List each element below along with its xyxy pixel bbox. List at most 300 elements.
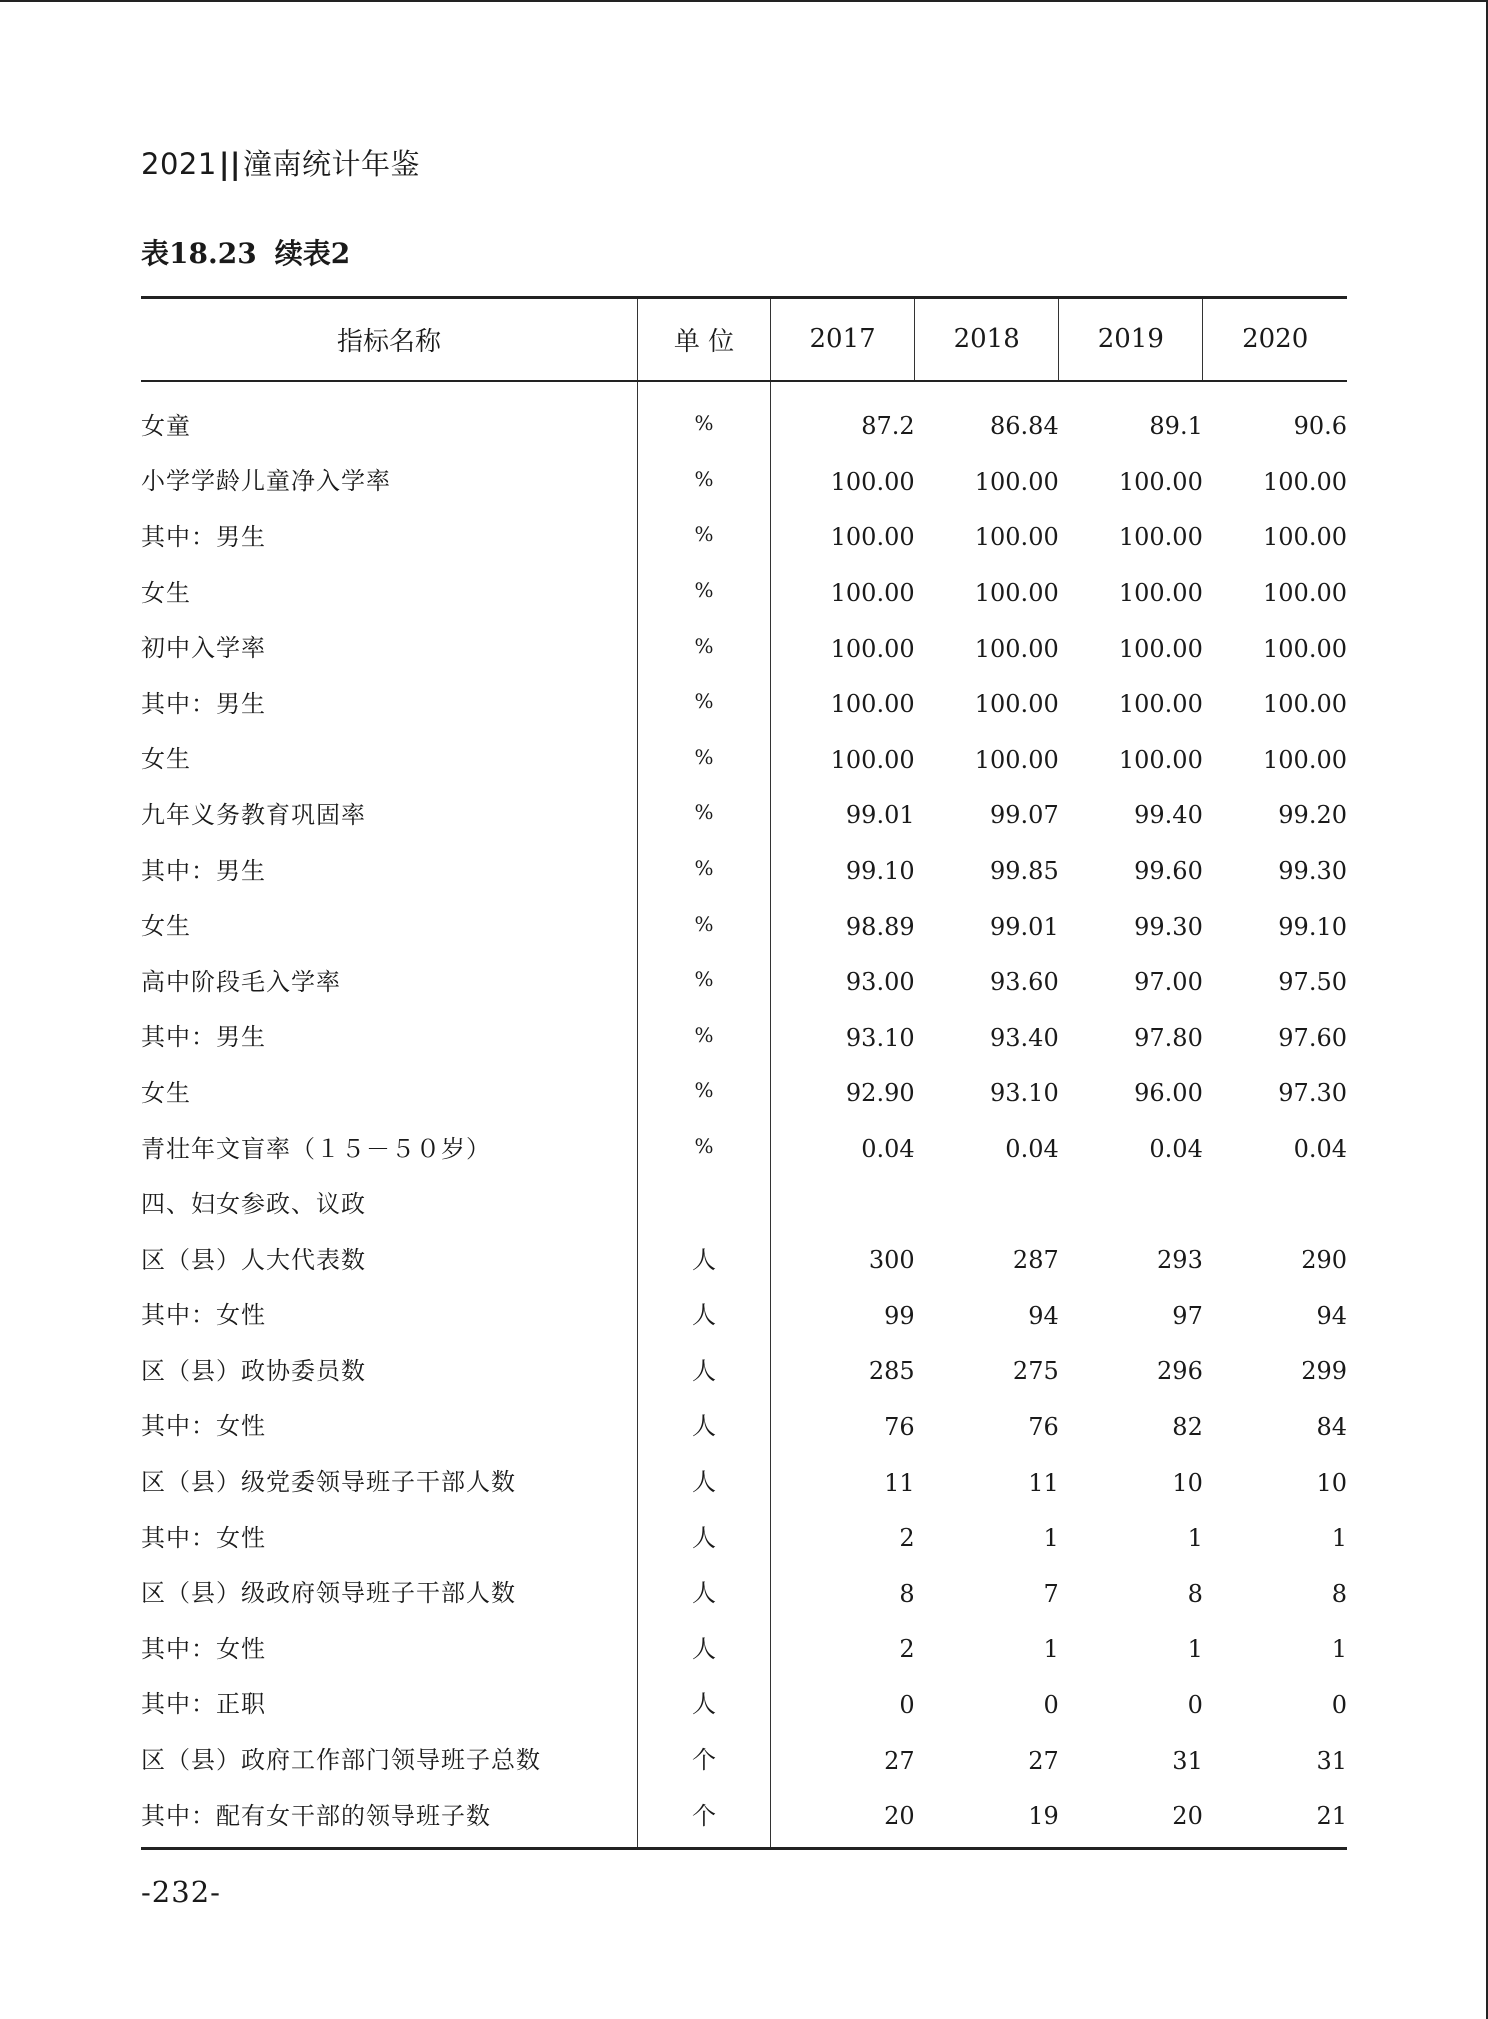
row-value-2017 <box>771 1674 915 1730</box>
row-value-2019 <box>1059 896 1203 952</box>
value-text: 99 <box>884 1301 915 1330</box>
table-row <box>141 451 1347 507</box>
value-text: 82 <box>1172 1412 1203 1441</box>
value-text: 31 <box>1316 1746 1347 1775</box>
table-number: 表18.23 <box>141 237 257 270</box>
value-text: 27 <box>1028 1746 1059 1775</box>
row-indicator-name <box>141 1563 637 1619</box>
row-indicator-name <box>141 951 637 1007</box>
row-indicator-name <box>141 1118 637 1174</box>
value-text: 100.00 <box>1263 745 1347 774</box>
row-value-2017 <box>771 1174 915 1230</box>
row-value-2017 <box>771 1341 915 1397</box>
row-value-2019 <box>1059 1674 1203 1730</box>
value-text: 20 <box>1172 1802 1203 1831</box>
row-unit: % <box>637 618 770 674</box>
table-row <box>141 562 1347 618</box>
table-row <box>141 1563 1347 1619</box>
row-value-2017 <box>771 562 915 618</box>
row-indicator-name <box>141 1785 637 1848</box>
value-text: 89.1 <box>1149 412 1203 441</box>
row-indicator-name <box>141 1619 637 1675</box>
table-row <box>141 1619 1347 1675</box>
row-value-2017 <box>771 673 915 729</box>
row-value-2020 <box>1203 1452 1347 1508</box>
table-row <box>141 507 1347 563</box>
value-text: 100.00 <box>1263 523 1347 552</box>
table-row <box>141 1396 1347 1452</box>
value-text: 100.00 <box>974 690 1059 719</box>
row-value-2018 <box>915 1563 1059 1619</box>
value-text: 10 <box>1172 1468 1203 1497</box>
row-value-2020 <box>1203 673 1347 729</box>
row-value-2018 <box>915 1785 1059 1848</box>
value-text: 100.00 <box>1263 579 1347 608</box>
value-text: 0.04 <box>1293 1135 1347 1164</box>
row-value-2018 <box>915 1285 1059 1341</box>
value-text: 0.04 <box>1005 1135 1059 1164</box>
row-value-2017 <box>771 1063 915 1119</box>
value-text: 97.50 <box>1278 968 1347 997</box>
row-unit: % <box>637 840 770 896</box>
row-unit: 人 <box>637 1563 770 1619</box>
row-value-2018 <box>915 896 1059 952</box>
value-text: 100.00 <box>974 523 1059 552</box>
row-unit: 人 <box>637 1507 770 1563</box>
row-unit: 人 <box>637 1285 770 1341</box>
table-row <box>141 1174 1347 1230</box>
row-indicator-name <box>141 1285 637 1341</box>
row-value-2017 <box>771 1396 915 1452</box>
value-text: 100.00 <box>1118 745 1203 774</box>
header-year: 2021 <box>141 147 217 181</box>
row-value-2019 <box>1059 729 1203 785</box>
row-value-2020 <box>1203 1619 1347 1675</box>
row-value-2020 <box>1203 1341 1347 1397</box>
row-value-2020 <box>1203 1118 1347 1174</box>
row-indicator-label: 其中：男生 <box>141 1023 266 1052</box>
row-indicator-label: 四、妇女参政、议政 <box>141 1190 366 1219</box>
row-value-2019 <box>1059 1452 1203 1508</box>
row-indicator-label: 女生 <box>141 912 191 941</box>
value-text: 2 <box>899 1524 915 1553</box>
row-value-2019 <box>1059 840 1203 896</box>
value-text: 19 <box>1028 1802 1059 1831</box>
row-value-2017 <box>771 451 915 507</box>
row-value-2019 <box>1059 381 1203 452</box>
value-text: 98.89 <box>845 912 915 941</box>
row-value-2020 <box>1203 451 1347 507</box>
value-text: 100.00 <box>1118 523 1203 552</box>
row-value-2019 <box>1059 451 1203 507</box>
row-value-2018 <box>915 1174 1059 1230</box>
row-value-2019 <box>1059 1730 1203 1786</box>
value-text: 99.30 <box>1278 857 1347 886</box>
value-text: 93.60 <box>990 968 1059 997</box>
row-unit: % <box>637 562 770 618</box>
value-text: 99.10 <box>1278 912 1347 941</box>
value-text: 100.00 <box>1263 467 1347 496</box>
header-title: 潼南统计年鉴 <box>243 147 421 181</box>
row-value-2018 <box>915 451 1059 507</box>
row-value-2020 <box>1203 1174 1347 1230</box>
row-value-2018 <box>915 1730 1059 1786</box>
row-value-2019 <box>1059 618 1203 674</box>
value-text: 1 <box>1043 1524 1059 1553</box>
value-text: 99.01 <box>845 801 915 830</box>
table-row <box>141 1674 1347 1730</box>
row-value-2017 <box>771 1785 915 1848</box>
row-value-2020 <box>1203 1007 1347 1063</box>
row-value-2020 <box>1203 1063 1347 1119</box>
row-value-2017 <box>771 1118 915 1174</box>
page-edge-top <box>0 0 1488 2</box>
row-value-2020 <box>1203 1730 1347 1786</box>
row-value-2017 <box>771 896 915 952</box>
value-text: 31 <box>1172 1746 1203 1775</box>
row-value-2020 <box>1203 1285 1347 1341</box>
value-text: 97.80 <box>1134 1023 1203 1052</box>
value-text: 100.00 <box>974 745 1059 774</box>
row-indicator-label: 区（县）人大代表数 <box>141 1245 366 1274</box>
row-value-2019 <box>1059 562 1203 618</box>
row-value-2017 <box>771 1563 915 1619</box>
value-text: 100.00 <box>974 467 1059 496</box>
value-text: 76 <box>1028 1412 1059 1441</box>
row-value-2018 <box>915 1619 1059 1675</box>
table-row <box>141 673 1347 729</box>
value-text: 0 <box>1331 1690 1347 1719</box>
value-text: 100.00 <box>974 634 1059 663</box>
row-indicator-label: 其中：女性 <box>141 1412 266 1441</box>
value-text: 1 <box>1187 1524 1203 1553</box>
value-text: 100.00 <box>830 579 915 608</box>
value-text: 76 <box>884 1412 915 1441</box>
row-indicator-name <box>141 562 637 618</box>
row-unit: % <box>637 673 770 729</box>
value-text: 0.04 <box>861 1135 915 1164</box>
row-indicator-label: 其中：配有女干部的领导班子数 <box>141 1801 491 1830</box>
value-text: 99.30 <box>1134 912 1203 941</box>
row-value-2018 <box>915 673 1059 729</box>
row-unit: % <box>637 1118 770 1174</box>
table-row <box>141 1785 1347 1848</box>
row-value-2020 <box>1203 562 1347 618</box>
table-body <box>141 381 1347 1849</box>
value-text: 293 <box>1157 1246 1203 1275</box>
row-value-2018 <box>915 381 1059 452</box>
table-row <box>141 381 1347 452</box>
row-value-2018 <box>915 1507 1059 1563</box>
row-value-2017 <box>771 507 915 563</box>
value-text: 299 <box>1301 1357 1347 1386</box>
row-unit: 人 <box>637 1396 770 1452</box>
row-unit: 个 <box>637 1785 770 1848</box>
row-value-2017 <box>771 1229 915 1285</box>
value-text: 20 <box>884 1802 915 1831</box>
row-indicator-label: 其中：正职 <box>141 1690 266 1719</box>
table-row <box>141 729 1347 785</box>
row-value-2019 <box>1059 1507 1203 1563</box>
value-text: 84 <box>1316 1412 1347 1441</box>
value-text: 290 <box>1301 1246 1347 1275</box>
row-value-2018 <box>915 951 1059 1007</box>
value-text: 94 <box>1028 1301 1059 1330</box>
row-value-2020 <box>1203 840 1347 896</box>
value-text: 93.00 <box>845 968 915 997</box>
value-text: 21 <box>1316 1802 1347 1831</box>
row-indicator-name <box>141 507 637 563</box>
row-indicator-label: 其中：男生 <box>141 856 266 885</box>
row-value-2018 <box>915 840 1059 896</box>
value-text: 8 <box>1187 1579 1203 1608</box>
row-value-2019 <box>1059 1563 1203 1619</box>
column-header-2018: 2018 <box>915 298 1059 381</box>
row-value-2020 <box>1203 381 1347 452</box>
value-text: 1 <box>1043 1635 1059 1664</box>
row-value-2018 <box>915 1452 1059 1508</box>
row-indicator-label: 其中：男生 <box>141 689 266 718</box>
row-unit <box>637 1174 770 1230</box>
column-header-2019: 2019 <box>1059 298 1203 381</box>
running-header <box>141 142 420 183</box>
table-row <box>141 618 1347 674</box>
value-text: 99.10 <box>845 857 915 886</box>
table-row <box>141 1229 1347 1285</box>
row-value-2019 <box>1059 1619 1203 1675</box>
row-unit: 人 <box>637 1674 770 1730</box>
row-indicator-label: 女生 <box>141 578 191 607</box>
row-value-2017 <box>771 1730 915 1786</box>
row-value-2019 <box>1059 785 1203 841</box>
row-unit: % <box>637 729 770 785</box>
value-text: 0 <box>1187 1690 1203 1719</box>
row-value-2018 <box>915 785 1059 841</box>
value-text: 100.00 <box>1118 690 1203 719</box>
row-value-2017 <box>771 381 915 452</box>
value-text: 92.90 <box>845 1079 915 1108</box>
value-text: 100.00 <box>1263 634 1347 663</box>
row-unit: % <box>637 1063 770 1119</box>
value-text: 100.00 <box>830 523 915 552</box>
row-value-2018 <box>915 562 1059 618</box>
row-value-2019 <box>1059 1285 1203 1341</box>
row-value-2020 <box>1203 1563 1347 1619</box>
table-row <box>141 896 1347 952</box>
row-value-2018 <box>915 1396 1059 1452</box>
value-text: 285 <box>868 1357 915 1386</box>
row-indicator-name <box>141 1007 637 1063</box>
row-indicator-label: 其中：女性 <box>141 1634 266 1663</box>
value-text: 10 <box>1316 1468 1347 1497</box>
column-header-indicator: 指标名称 <box>141 298 637 381</box>
column-header-2020: 2020 <box>1203 298 1347 381</box>
value-text: 99.85 <box>990 857 1059 886</box>
row-value-2019 <box>1059 951 1203 1007</box>
row-value-2018 <box>915 729 1059 785</box>
row-indicator-name <box>141 1507 637 1563</box>
value-text: 99.40 <box>1134 801 1203 830</box>
column-header-unit: 单 位 <box>637 298 770 381</box>
row-value-2017 <box>771 729 915 785</box>
row-unit: 个 <box>637 1730 770 1786</box>
row-value-2017 <box>771 840 915 896</box>
row-value-2018 <box>915 1229 1059 1285</box>
row-unit: 人 <box>637 1452 770 1508</box>
row-value-2018 <box>915 1063 1059 1119</box>
row-indicator-label: 区（县）级党委领导班子干部人数 <box>141 1468 516 1497</box>
value-text: 97.60 <box>1278 1023 1347 1052</box>
row-indicator-name <box>141 896 637 952</box>
row-value-2020 <box>1203 1396 1347 1452</box>
table-row <box>141 1452 1347 1508</box>
row-value-2020 <box>1203 1785 1347 1848</box>
row-value-2017 <box>771 1007 915 1063</box>
row-value-2020 <box>1203 618 1347 674</box>
row-indicator-label: 区（县）政府工作部门领导班子总数 <box>141 1746 541 1775</box>
row-indicator-label: 高中阶段毛入学率 <box>141 967 341 996</box>
row-value-2017 <box>771 951 915 1007</box>
row-value-2020 <box>1203 785 1347 841</box>
row-value-2020 <box>1203 729 1347 785</box>
row-value-2017 <box>771 785 915 841</box>
row-value-2017 <box>771 1619 915 1675</box>
row-indicator-name <box>141 1396 637 1452</box>
row-indicator-name <box>141 381 637 452</box>
value-text: 0 <box>899 1690 915 1719</box>
row-unit: % <box>637 507 770 563</box>
row-unit: 人 <box>637 1229 770 1285</box>
value-text: 86.84 <box>990 412 1059 441</box>
row-value-2018 <box>915 618 1059 674</box>
statistics-table <box>141 296 1347 1850</box>
value-text: 97.00 <box>1134 968 1203 997</box>
value-text: 0 <box>1043 1690 1059 1719</box>
row-value-2019 <box>1059 1785 1203 1848</box>
row-value-2017 <box>771 1507 915 1563</box>
value-text: 100.00 <box>1118 467 1203 496</box>
row-value-2019 <box>1059 1007 1203 1063</box>
table-row <box>141 1730 1347 1786</box>
value-text: 100.00 <box>830 690 915 719</box>
table-header-row <box>141 298 1347 381</box>
row-indicator-label: 九年义务教育巩固率 <box>141 800 366 829</box>
value-text: 93.40 <box>990 1023 1059 1052</box>
row-value-2020 <box>1203 951 1347 1007</box>
table-row <box>141 785 1347 841</box>
column-header-2017: 2017 <box>771 298 915 381</box>
value-text: 96.00 <box>1134 1079 1203 1108</box>
value-text: 7 <box>1043 1579 1059 1608</box>
value-text: 97.30 <box>1278 1079 1347 1108</box>
value-text: 2 <box>899 1635 915 1664</box>
table-row <box>141 1007 1347 1063</box>
table-row <box>141 1507 1347 1563</box>
row-indicator-label: 小学学龄儿童净入学率 <box>141 467 391 496</box>
row-unit: % <box>637 785 770 841</box>
row-unit: % <box>637 951 770 1007</box>
row-indicator-label: 初中入学率 <box>141 634 266 663</box>
value-text: 287 <box>1012 1246 1059 1275</box>
row-indicator-label: 区（县）政协委员数 <box>141 1356 366 1385</box>
value-text: 296 <box>1157 1357 1203 1386</box>
row-unit: % <box>637 381 770 452</box>
row-unit: % <box>637 896 770 952</box>
value-text: 90.6 <box>1293 412 1347 441</box>
value-text: 0.04 <box>1149 1135 1203 1164</box>
row-indicator-name <box>141 673 637 729</box>
row-unit: 人 <box>637 1619 770 1675</box>
row-value-2019 <box>1059 1229 1203 1285</box>
value-text: 97 <box>1172 1301 1203 1330</box>
value-text: 8 <box>1331 1579 1347 1608</box>
row-indicator-name <box>141 1063 637 1119</box>
table-row <box>141 1285 1347 1341</box>
value-text: 100.00 <box>830 745 915 774</box>
value-text: 1 <box>1331 1635 1347 1664</box>
row-indicator-name <box>141 1452 637 1508</box>
row-value-2019 <box>1059 507 1203 563</box>
value-text: 100.00 <box>1118 579 1203 608</box>
row-value-2017 <box>771 1452 915 1508</box>
value-text: 1 <box>1331 1524 1347 1553</box>
row-value-2020 <box>1203 507 1347 563</box>
value-text: 100.00 <box>830 467 915 496</box>
row-indicator-name <box>141 1730 637 1786</box>
row-value-2018 <box>915 1674 1059 1730</box>
row-value-2019 <box>1059 1174 1203 1230</box>
value-text: 8 <box>899 1579 915 1608</box>
value-text: 300 <box>868 1246 915 1275</box>
value-text: 100.00 <box>830 634 915 663</box>
row-indicator-label: 其中：女性 <box>141 1301 266 1330</box>
row-indicator-label: 其中：男生 <box>141 522 266 551</box>
value-text: 11 <box>1028 1468 1059 1497</box>
row-unit: % <box>637 451 770 507</box>
row-indicator-name <box>141 840 637 896</box>
row-indicator-label: 女童 <box>141 411 191 440</box>
value-text: 99.01 <box>990 912 1059 941</box>
row-indicator-label: 其中：女性 <box>141 1523 266 1552</box>
page-number: -232- <box>141 1875 221 1909</box>
table-row <box>141 1341 1347 1397</box>
value-text: 1 <box>1187 1635 1203 1664</box>
value-text: 275 <box>1012 1357 1059 1386</box>
row-value-2019 <box>1059 1341 1203 1397</box>
row-value-2018 <box>915 1341 1059 1397</box>
value-text: 100.00 <box>1118 634 1203 663</box>
row-unit: 人 <box>637 1341 770 1397</box>
value-text: 99.60 <box>1134 857 1203 886</box>
value-text: 11 <box>884 1468 915 1497</box>
row-value-2018 <box>915 1118 1059 1174</box>
value-text: 27 <box>884 1746 915 1775</box>
row-indicator-name <box>141 1174 637 1230</box>
table-title <box>141 232 350 272</box>
row-value-2020 <box>1203 1507 1347 1563</box>
row-value-2017 <box>771 1285 915 1341</box>
row-value-2018 <box>915 1007 1059 1063</box>
row-value-2017 <box>771 618 915 674</box>
row-indicator-name <box>141 451 637 507</box>
row-value-2019 <box>1059 1063 1203 1119</box>
value-text: 100.00 <box>1263 690 1347 719</box>
value-text: 93.10 <box>990 1079 1059 1108</box>
row-indicator-name <box>141 618 637 674</box>
header-separator: || <box>218 147 241 181</box>
row-value-2019 <box>1059 1396 1203 1452</box>
row-value-2018 <box>915 507 1059 563</box>
